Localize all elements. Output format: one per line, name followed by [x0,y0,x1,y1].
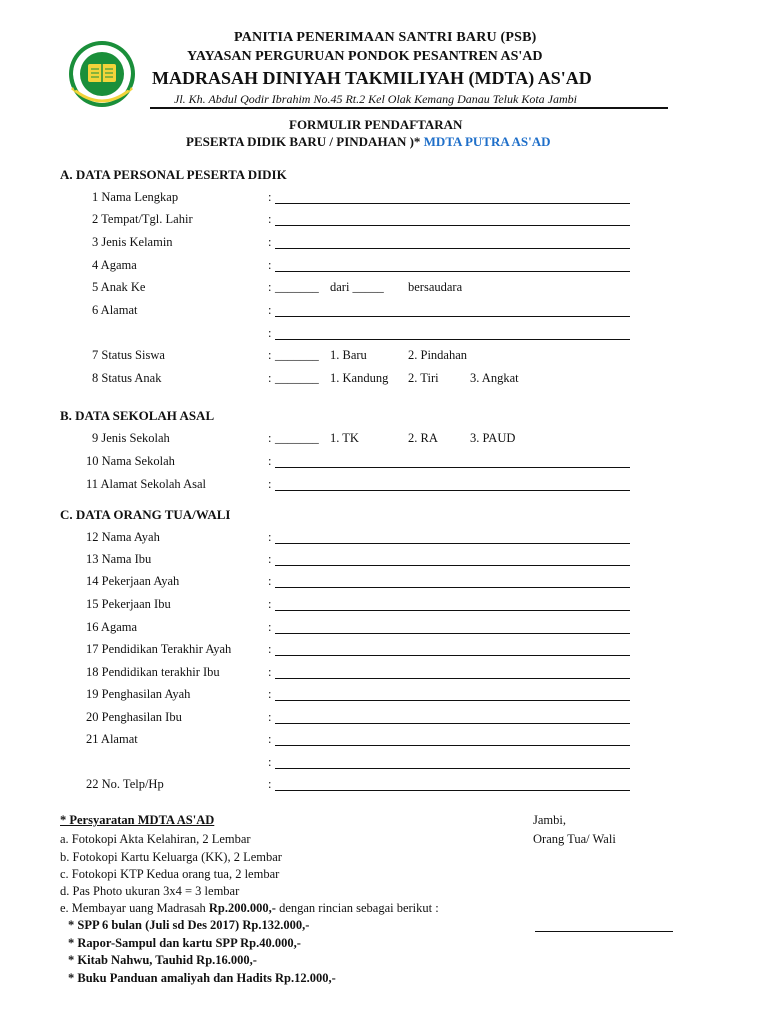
header-school-name: MADRASAH DINIYAH TAKMILIYAH (MDTA) AS'AD [152,68,592,88]
colon: : [268,190,272,204]
label-status-siswa: 7 Status Siswa [92,348,165,362]
input-anak-ke[interactable]: _______ [275,280,319,294]
requirement-b: b. Fotokopi Kartu Keluarga (KK), 2 Lembar [60,850,282,864]
colon: : [268,620,272,634]
fee-item-kitab: * Kitab Nahwu, Tauhid Rp.16.000,- [68,953,257,967]
option-tiri: 2. Tiri [408,371,439,385]
form-title: FORMULIR PENDAFTARAN [289,117,463,132]
label-dari: dari _____ [330,280,384,294]
section-c-title: C. DATA ORANG TUA/WALI [60,507,231,522]
label-jenis-sekolah: 9 Jenis Sekolah [92,431,170,445]
input-nama-ayah[interactable] [275,543,630,544]
option-paud: 3. PAUD [470,431,516,445]
input-alamat-sekolah[interactable] [275,490,630,491]
colon: : [268,530,272,544]
input-pekerjaan-ibu[interactable] [275,610,630,611]
input-tempat-tgl-lahir[interactable] [275,225,630,226]
colon: : [268,280,272,294]
label-nama-ibu: 13 Nama Ibu [86,552,152,566]
fee-item-rapor: * Rapor-Sampul dan kartu SPP Rp.40.000,- [68,936,301,950]
input-jenis-sekolah[interactable]: _______ [275,431,319,445]
colon: : [268,303,272,317]
requirement-e-amount: Rp.200.000,- [208,901,276,915]
colon: : [268,371,272,385]
colon: : [268,431,272,445]
input-status-anak[interactable]: _______ [275,371,319,385]
label-alamat-ortu: 21 Alamat [86,732,138,746]
label-pendidikan-ayah: 17 Pendidikan Terakhir Ayah [86,642,232,656]
section-b-title: B. DATA SEKOLAH ASAL [60,408,215,423]
input-nama-lengkap[interactable] [275,203,630,204]
requirement-a: a. Fotokopi Akta Kelahiran, 2 Lembar [60,832,251,846]
colon: : [268,235,272,249]
form-subtitle [186,134,551,150]
label-nama-sekolah: 10 Nama Sekolah [86,454,175,468]
colon: : [268,212,272,226]
input-pekerjaan-ayah[interactable] [275,587,630,588]
input-jenis-kelamin[interactable] [275,248,630,249]
input-pendidikan-ibu[interactable] [275,678,630,679]
option-tk: 1. TK [330,431,359,445]
label-nama-lengkap: 1 Nama Lengkap [92,190,179,204]
label-alamat-sekolah: 11 Alamat Sekolah Asal [86,477,207,491]
header-committee: PANITIA PENERIMAAN SANTRI BARU (PSB) [234,30,537,45]
label-penghasilan-ibu: 20 Penghasilan Ibu [86,710,182,724]
option-ra: 2. RA [408,431,438,445]
form-subtitle-highlight: MDTA PUTRA AS'AD [423,134,551,149]
form-subtitle-prefix: PESERTA DIDIK BARU / PINDAHAN )* [186,134,421,149]
colon: : [268,326,272,340]
option-kandung: 1. Kandung [330,371,389,385]
label-status-anak: 8 Status Anak [92,371,162,385]
input-alamat-1[interactable] [275,316,630,317]
label-nama-ayah: 12 Nama Ayah [86,530,160,544]
header-divider [150,107,668,109]
colon: : [268,710,272,724]
input-nama-ibu[interactable] [275,565,630,566]
input-status-siswa[interactable]: _______ [275,348,319,362]
input-penghasilan-ayah[interactable] [275,700,630,701]
label-pekerjaan-ibu: 15 Pekerjaan Ibu [86,597,171,611]
signature-place: Jambi, [533,813,566,827]
signature-role: Orang Tua/ Wali [533,832,616,846]
label-jenis-kelamin: 3 Jenis Kelamin [92,235,173,249]
colon: : [268,597,272,611]
requirement-e-suffix: dengan rincian sebagai berikut : [279,901,439,915]
label-alamat: 6 Alamat [92,303,138,317]
input-pendidikan-ayah[interactable] [275,655,630,656]
colon: : [268,777,272,791]
option-angkat: 3. Angkat [470,371,519,385]
colon: : [268,348,272,362]
colon: : [268,454,272,468]
label-pendidikan-ibu: 18 Pendidikan terakhir Ibu [86,665,220,679]
input-penghasilan-ibu[interactable] [275,723,630,724]
header-address: Jl. Kh. Abdul Qodir Ibrahim No.45 Rt.2 Kel Olak Kemang Danau Teluk Kota Jambi [174,92,577,106]
option-pindahan: 2. Pindahan [408,348,468,362]
label-agama-ortu: 16 Agama [86,620,138,634]
colon: : [268,755,272,769]
input-nama-sekolah[interactable] [275,467,630,468]
label-penghasilan-ayah: 19 Penghasilan Ayah [86,687,191,701]
label-tempat-tgl-lahir: 2 Tempat/Tgl. Lahir [92,212,193,226]
input-alamat-2[interactable] [275,339,630,340]
colon: : [268,552,272,566]
colon: : [268,642,272,656]
colon: : [268,687,272,701]
input-alamat-ortu-2[interactable] [275,768,630,769]
colon: : [268,477,272,491]
label-anak-ke: 5 Anak Ke [92,280,146,294]
requirement-c: c. Fotokopi KTP Kedua orang tua, 2 lembar [60,867,280,881]
input-alamat-ortu-1[interactable] [275,745,630,746]
label-bersaudara: bersaudara [408,280,463,294]
colon: : [268,574,272,588]
header-foundation: YAYASAN PERGURUAN PONDOK PESANTREN AS'AD [187,49,543,64]
requirement-d: d. Pas Photo ukuran 3x4 = 3 lembar [60,884,240,898]
label-agama: 4 Agama [92,258,137,272]
requirements-title: * Persyaratan MDTA AS'AD [60,813,215,827]
requirement-e [60,901,439,916]
label-telp: 22 No. Telp/Hp [86,777,164,791]
option-baru: 1. Baru [330,348,367,362]
colon: : [268,732,272,746]
colon: : [268,665,272,679]
input-agama[interactable] [275,271,630,272]
section-a-title: A. DATA PERSONAL PESERTA DIDIK [60,167,287,182]
fee-item-spp: * SPP 6 bulan (Juli sd Des 2017) Rp.132.000,- [68,918,310,932]
fee-item-buku: * Buku Panduan amaliyah dan Hadits Rp.12.000,- [68,971,336,985]
label-pekerjaan-ayah: 14 Pekerjaan Ayah [86,574,180,588]
requirement-e-prefix: e. Membayar uang Madrasah [60,901,206,915]
colon: : [268,258,272,272]
signature-line[interactable] [535,931,673,932]
school-logo [64,36,140,112]
input-agama-ortu[interactable] [275,633,630,634]
input-telp[interactable] [275,790,630,791]
